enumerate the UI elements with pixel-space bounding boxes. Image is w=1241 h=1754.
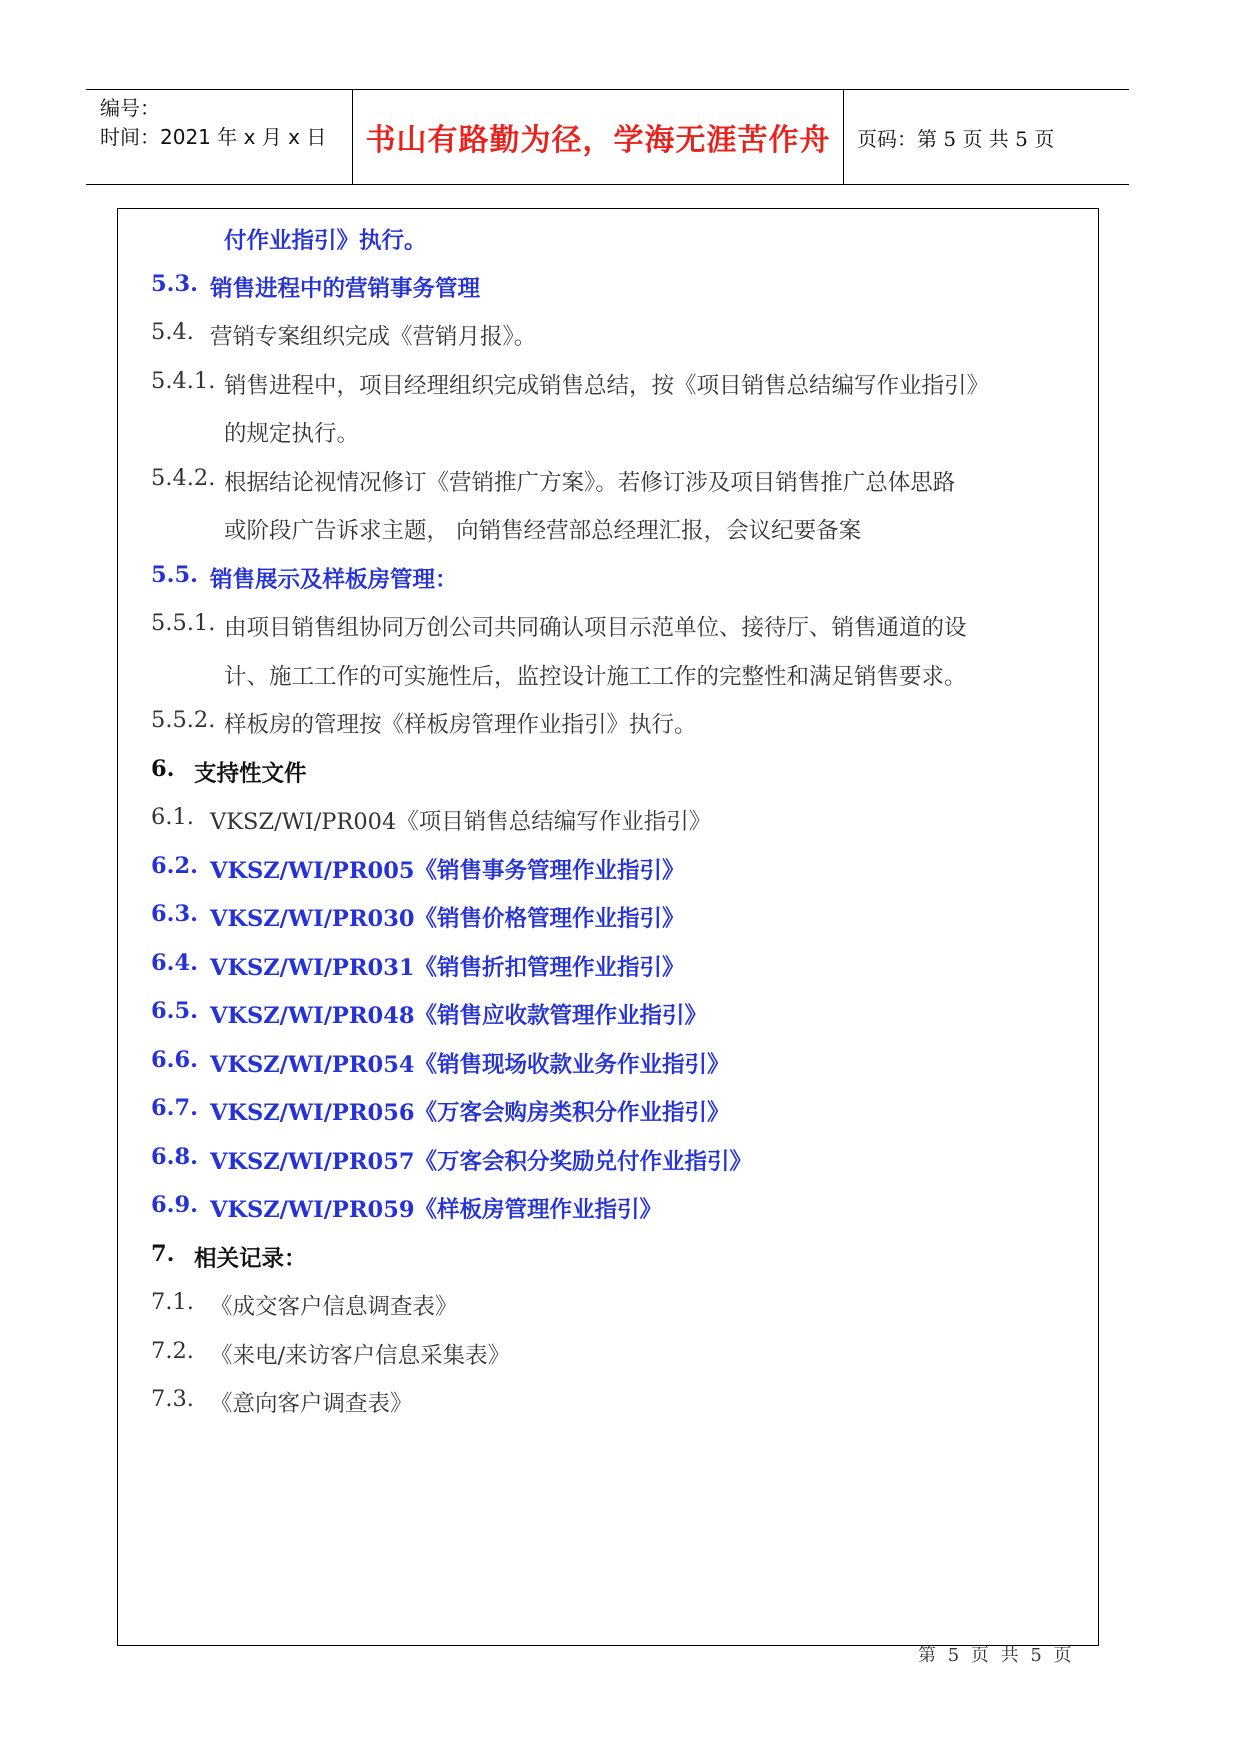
item-number: 6.7.: [151, 1095, 198, 1121]
document-time-label: 时间：2021 年 x 月 x 日: [100, 125, 327, 149]
header-page-number: 页码：第 5 页 共 5 页: [857, 126, 1055, 151]
item-number: 6.2.: [151, 853, 198, 879]
item-number: 6.4.: [151, 950, 198, 976]
item-text: VKSZ/WI/PR005《销售事务管理作业指引》: [210, 858, 685, 884]
header-divider: [843, 90, 844, 184]
section-5-5-1-continued: [224, 659, 967, 691]
item-text: VKSZ/WI/PR031《销售折扣管理作业指引》: [210, 955, 685, 981]
section-number: 5.4.1.: [151, 368, 216, 394]
item-number: 6.3.: [151, 901, 198, 927]
section-number: 6.: [151, 756, 175, 782]
section-number: 7.: [151, 1241, 175, 1267]
section-text: 或阶段广告诉求主题， 向销售经营部总经理汇报，会议纪要备案: [224, 518, 862, 544]
header-meta: [100, 94, 326, 152]
document-header: [86, 89, 1129, 185]
item-number: 6.6.: [151, 1047, 198, 1073]
line-text: 付作业指引》执行。: [224, 228, 427, 254]
item-text: 《意向客户调查表》: [210, 1391, 413, 1417]
section-title: 相关记录：: [194, 1246, 307, 1272]
item-text: VKSZ/WI/PR004《项目销售总结编写作业指引》: [210, 809, 712, 835]
item-text: VKSZ/WI/PR056《万客会购房类积分作业指引》: [210, 1100, 730, 1126]
item-text: 《成交客户信息调查表》: [210, 1294, 458, 1320]
content-frame: [117, 208, 1099, 1646]
section-number: 5.5.1.: [151, 610, 216, 636]
item-text: VKSZ/WI/PR030《销售价格管理作业指引》: [210, 906, 685, 932]
section-text: 销售进程中，项目经理组织完成销售总结，按《项目销售总结编写作业指引》: [224, 373, 990, 399]
section-title: 销售进程中的营销事务管理: [210, 276, 481, 302]
item-text: VKSZ/WI/PR057《万客会积分奖励兑付作业指引》: [210, 1149, 753, 1175]
item-number: 7.3.: [151, 1386, 194, 1412]
header-motto: 书山有路勤为径，学海无涯苦作舟: [365, 123, 831, 158]
item-number: 6.1.: [151, 804, 194, 830]
item-number: 6.9.: [151, 1192, 198, 1218]
footer-page-number: 第 5 页 共 5 页: [918, 1645, 1075, 1666]
section-text: 根据结论视情况修订《营销推广方案》。若修订涉及项目销售推广总体思路: [224, 470, 956, 496]
item-number: 6.8.: [151, 1144, 198, 1170]
item-number: 7.1.: [151, 1289, 194, 1315]
section-text: 的规定执行。: [224, 421, 360, 447]
item-text: 《来电/来访客户信息采集表》: [210, 1343, 511, 1369]
item-text: VKSZ/WI/PR059《样板房管理作业指引》: [210, 1197, 662, 1223]
section-number: 5.5.2.: [151, 707, 216, 733]
continuation-line: [224, 223, 427, 255]
section-number: 5.3.: [151, 271, 198, 297]
section-text: 由项目销售组协同万创公司共同确认项目示范单位、接待厅、销售通道的设: [224, 615, 967, 641]
item-text: VKSZ/WI/PR054《销售现场收款业务作业指引》: [210, 1052, 730, 1078]
section-title: 销售展示及样板房管理：: [210, 567, 458, 593]
item-number: 6.5.: [151, 998, 198, 1024]
section-number: 5.4.2.: [151, 465, 216, 491]
section-number: 5.4.: [151, 319, 194, 345]
item-number: 7.2.: [151, 1338, 194, 1364]
section-text: 营销专案组织完成《营销月报》。: [210, 324, 537, 350]
section-5-4-1-continued: [224, 416, 359, 448]
document-number-label: 编号：: [100, 96, 160, 120]
section-number: 5.5.: [151, 562, 198, 588]
item-text: VKSZ/WI/PR048《销售应收款管理作业指引》: [210, 1003, 708, 1029]
section-text: 计、施工工作的可实施性后，监控设计施工工作的完整性和满足销售要求。: [224, 664, 967, 690]
section-title: 支持性文件: [194, 761, 307, 787]
section-5-4-2-continued: [224, 513, 861, 545]
section-text: 样板房的管理按《样板房管理作业指引》执行。: [224, 712, 697, 738]
